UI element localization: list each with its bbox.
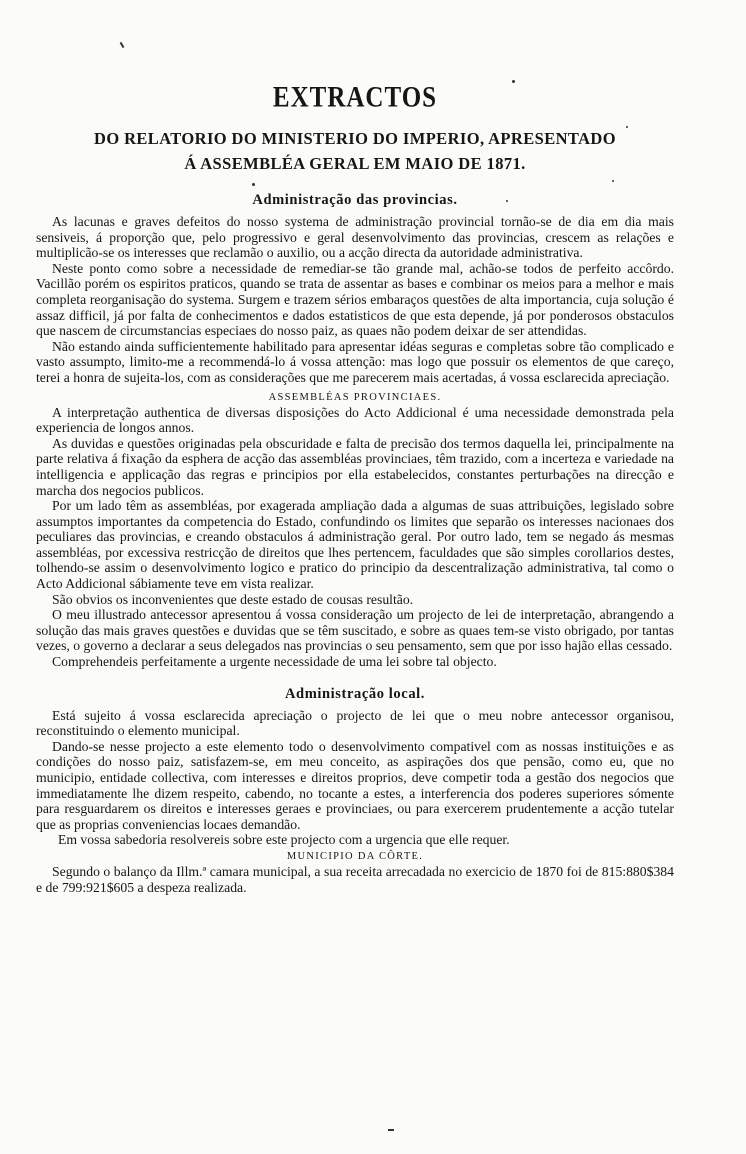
page-title: EXTRACTOS — [272, 81, 438, 114]
scan-mark — [120, 42, 125, 48]
paragraph: Comprehendeis perfeitamente a urgente necessidade de uma lei sobre tal objecto. — [52, 654, 497, 670]
section-heading-local: Administração local. — [284, 685, 426, 702]
subsection-heading-corte: MUNICIPIO DA CÔRTE. — [286, 850, 424, 862]
closing-sentence: Em vossa sabedoria resolvereis sobre este projecto com a urgencia que elle requer. — [58, 832, 510, 848]
paragraph: As duvidas e questões originadas pela obscuridade e falta de precisão dos termos daquella lei, principalmente na parte relativa á fixação da esphera de acção das assembléas provinciaes, têm trazido, com a incerteza e variedade na intelligencia e applicação das regras e principios por ella estabelecidos, constantes perturbações na direcção e marcha dos negocios publicos. — [36, 435, 674, 498]
paragraph: Segundo o balanço da Illm.ª camara municipal, a sua receita arrecadada no exercicio de 1870 foi de 815:880$384 e de 799:921$605 a despeza realizada. — [36, 863, 674, 895]
subtitle-line-1: DO RELATORIO DO MINISTERIO DO IMPERIO, APRESENTADO — [94, 129, 616, 148]
subtitle-line-2: Á ASSEMBLÉA GERAL EM MAIO DE 1871. — [184, 154, 526, 173]
document-page — [36, 81, 674, 895]
scan-mark — [388, 1129, 394, 1131]
subsection-heading-assembleas: ASSEMBLÉAS PROVINCIAES. — [268, 391, 442, 403]
paragraph: Está sujeito á vossa esclarecida apreciação o projecto de lei que o meu nobre antecessor organisou, reconstituindo o elemento municipal. — [36, 707, 674, 739]
paragraph: O meu illustrado antecessor apresentou á vossa consideração um projecto de lei de interpretação, abrangendo a solução das mais graves questões e duvidas que se têm suscitado, e sobre as quaes tem-se visto obrigado, por tantas vezes, o governo a declarar a seus delegados nas provincias o seu pensamento, sem que por isso hajão ellas cessado. — [36, 607, 674, 654]
paragraph: A interpretação authentica de diversas disposições do Acto Addicional é uma necessidade demonstrada pela experiencia de longos annos. — [36, 404, 674, 436]
paragraph: São obvios os inconvenientes que deste estado de cousas resultão. — [52, 591, 414, 607]
paragraph: Por um lado têm as assembléas, por exagerada ampliação dada a algumas de suas attribuições, legislado sobre assumptos importantes da competencia do Estado, confundindo os limites que separão os interesses nacionaes dos peculiares das provincias, e creando obstaculos á administração geral. Por outro lado, tem se negado ás mesmas assembléas, por excessiva restricção de direitos que lhes pertencem, faculdades que são simples corollarios destes, tolhendo-se assim o desenvolvimento logico e pratico do principio da descentralização administrativa, tal como o Acto Addicional sábiamente teve em vista realizar. — [36, 498, 674, 592]
paragraph: Dando-se nesse projecto a este elemento todo o desenvolvimento compativel com as nossas instituições e as condições do nosso paiz, satisfazem-se, em meu conceito, as aspirações dos que pensão, como eu, que no municipio, entidade collectiva, com interesses e direitos proprios, deve competir toda a gestão dos negocios que immediatamente lhe dizem respeito, cabendo, no tocante a estes, a interferencia dos poderes superiores sómente para resguardarem os direitos e interesses geraes e provinciaes, ou para exercerem prudentemente a acção tutelar que as proprias conveniencias locaes demandão. — [36, 738, 674, 832]
paragraph: Neste ponto como sobre a necessidade de remediar-se tão grande mal, achão-se todos de perfeito accôrdo. Vacillão porém os espiritos praticos, quando se trata de assentar as bases e combinar os meios para a melhor e mais completa reorganisação do systema. Surgem e trazem sérios embaraços questões de alta importancia, cuja solução é assaz difficil, já por falta de conhecimentos e dados estatisticos de que esta depende, já por ponderosos obstaculos que nascem de circumstancias especiaes do nosso paiz, as quaes não podem deixar de ser attendidas. — [36, 260, 674, 339]
paragraph: Não estando ainda sufficientemente habilitado para apresentar idéas seguras e completas sobre tão complicado e vasto assumpto, limito-me a recommendá-lo á vossa attenção: mas logo que possuir os elementos de que careço, terei a honra de sujeita-los, com as considerações que me parecerem mais acertadas, á vossa esclarecida apreciação. — [36, 338, 674, 385]
section-heading-provincias: Administração das provincias. — [252, 192, 458, 208]
paragraph: As lacunas e graves defeitos do nosso systema de administração provincial tornão-se de dia em dia mais sensiveis, á proporção que, pelo progressivo e geral desenvolvimento das provincias, crescem as relações e multiplicão-se os interesses que reclamão o auxilio, ou a acção directa da autoridade administrativa. — [36, 214, 674, 261]
